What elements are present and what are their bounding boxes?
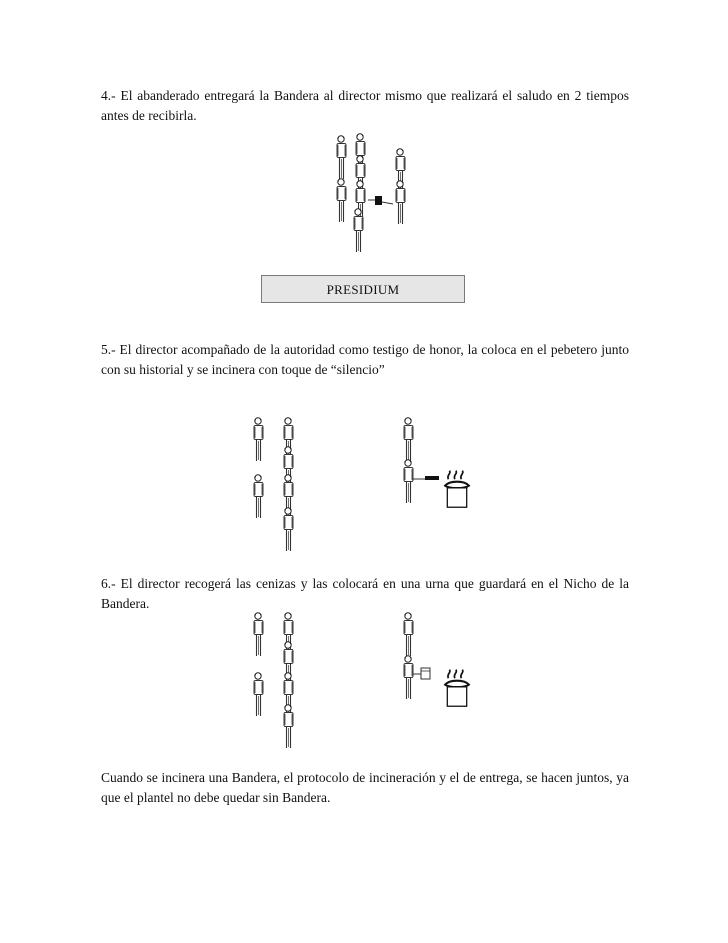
- person-figure-icon: [404, 613, 413, 656]
- person-figure-icon: [254, 613, 263, 656]
- person-figure-icon: [404, 656, 413, 699]
- person-figure-icon: [337, 179, 346, 222]
- flag-handover-illustration: [330, 130, 420, 260]
- person-figure-icon: [354, 209, 363, 252]
- pebetero-fire-icon: [445, 471, 469, 508]
- ashes-urn-illustration: [245, 607, 485, 767]
- person-figure-icon: [404, 460, 413, 503]
- urn-icon: [421, 668, 430, 679]
- presidium-label-box: PRESIDIUM: [261, 275, 465, 303]
- paragraph-step-5: 5.- El director acompañado de la autoridad como testigo de honor, la coloca en el pebetero junto con su historial y se incinera con toque de “silencio”: [101, 342, 629, 377]
- person-figure-icon: [337, 136, 346, 179]
- incineration-illustration: [245, 412, 485, 572]
- person-figure-icon: [254, 475, 263, 518]
- person-figure-icon: [404, 418, 413, 461]
- pebetero-fire-icon: [445, 670, 469, 707]
- folded-flag-icon: [375, 196, 382, 205]
- person-figure-icon: [254, 673, 263, 716]
- folded-flag-icon: [425, 476, 439, 480]
- person-figure-icon: [254, 418, 263, 461]
- closing-paragraph: Cuando se incinera una Bandera, el protocolo de incineración y el de entrega, se hacen juntos, ya que el plantel no debe quedar sin Bandera.: [101, 770, 629, 805]
- person-figure-icon: [284, 705, 293, 748]
- person-figure-icon: [284, 508, 293, 551]
- person-figure-icon: [396, 181, 405, 224]
- paragraph-step-4: 4.- El abanderado entregará la Bandera al director mismo que realizará el saludo en 2 tiempos antes de recibirla.: [101, 88, 629, 123]
- paragraph-step-6: 6.- El director recogerá las cenizas y las colocará en una urna que guardará en el Nicho de la Bandera.: [101, 576, 629, 611]
